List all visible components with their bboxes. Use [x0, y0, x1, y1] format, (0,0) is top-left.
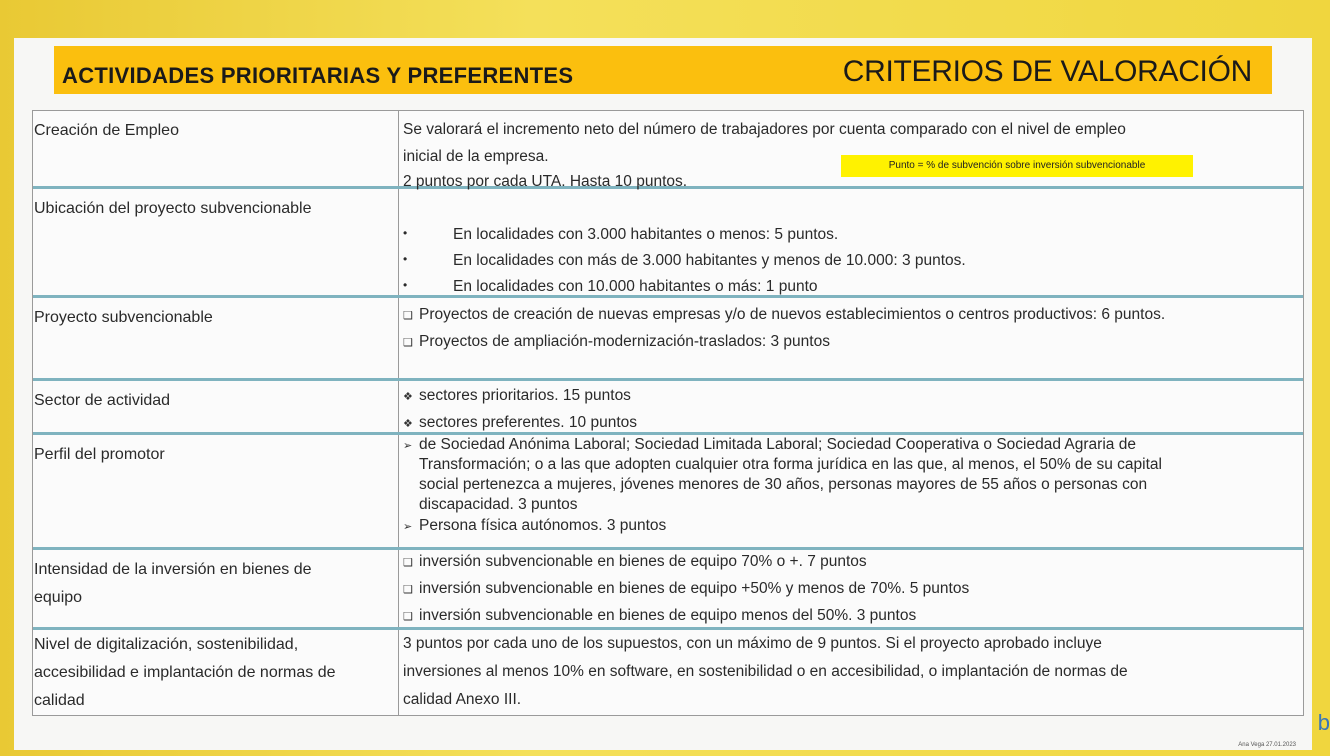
list-item: ❑ inversión subvencionable en bienes de equipo menos del 50%. 3 puntos — [403, 607, 917, 624]
criterion-content — [401, 111, 1303, 190]
bullet-icon: • — [403, 278, 408, 292]
checkbox-icon: ❑ — [403, 310, 413, 322]
checkbox-icon: ❑ — [403, 611, 413, 623]
diamond-bullet-icon: ❖ — [403, 391, 413, 403]
criterion-label: Ubicación del proyecto subvencionable — [33, 189, 399, 295]
table-row — [33, 189, 1303, 298]
content-line: discapacidad. 3 puntos — [419, 496, 578, 513]
criterion-label: Sector de actividad — [33, 381, 399, 432]
list-item: • En localidades con más de 3.000 habitantes y menos de 10.000: 3 puntos. — [403, 252, 966, 269]
checkbox-icon: ❑ — [403, 584, 413, 596]
arrow-bullet-icon: ➢ — [403, 440, 413, 452]
list-item: ❑ inversión subvencionable en bienes de equipo 70% o +. 7 puntos — [403, 553, 867, 570]
table-row — [33, 298, 1303, 381]
page-title: CRITERIOS DE VALORACIÓN — [842, 55, 1252, 88]
list-item: • En localidades con 3.000 habitantes o menos: 5 puntos. — [403, 226, 839, 243]
diamond-bullet-icon: ❖ — [403, 418, 413, 430]
list-item: ❑ inversión subvencionable en bienes de equipo +50% y menos de 70%. 5 puntos — [403, 580, 970, 597]
criterion-content — [401, 381, 1303, 432]
list-item: ➢ de Sociedad Anónima Laboral; Sociedad Limitada Laboral; Sociedad Cooperativa o Sociedad Agraria de — [403, 436, 1136, 453]
criterion-label: Creación de Empleo — [33, 111, 399, 186]
content-line: Se valorará el incremento neto del número de trabajadores por cuenta comparado con el nivel de empleo — [403, 121, 1126, 138]
criterion-content — [401, 630, 1303, 715]
table-row — [33, 630, 1303, 715]
criteria-table — [32, 110, 1304, 716]
content-line: 2 puntos por cada UTA. Hasta 10 puntos. — [403, 173, 688, 190]
slide — [14, 38, 1312, 750]
table-row — [33, 550, 1303, 630]
criterion-content — [401, 189, 1303, 295]
section-title: ACTIVIDADES PRIORITARIAS Y PREFERENTES — [62, 63, 574, 88]
list-item: ❖ sectores prioritarios. 15 puntos — [403, 387, 631, 404]
list-item: ➢ Persona física autónomos. 3 puntos — [403, 517, 667, 534]
criterion-content — [401, 298, 1303, 378]
table-row — [33, 111, 1303, 189]
content-line: social pertenezca a mujeres, jóvenes menores de 30 años, personas mayores de 55 años o personas con — [419, 476, 1148, 493]
checkbox-icon: ❑ — [403, 337, 413, 349]
content-line: Transformación; o a las que adopten cualquier otra forma jurídica en las que, al menos, el 50% de su capital — [419, 456, 1162, 473]
criterion-content — [401, 550, 1303, 627]
bullet-icon: • — [403, 252, 408, 266]
table-row — [33, 381, 1303, 435]
content-line: inicial de la empresa. — [403, 148, 549, 165]
criterion-label: Proyecto subvencionable — [33, 298, 399, 378]
criterion-label: Nivel de digitalización, sostenibilidad, accesibilidad e implantación de normas de calidad — [33, 630, 399, 715]
footer-signature: Ana Vega 27.01.2023 — [1238, 742, 1296, 748]
arrow-bullet-icon: ➢ — [403, 521, 413, 533]
content-line: calidad Anexo III. — [403, 691, 522, 708]
table-row — [33, 435, 1303, 550]
side-logo-letter: b — [1317, 710, 1330, 735]
content-line: inversiones al menos 10% en software, en sostenibilidad o en accesibilidad, o implantación de normas de — [403, 663, 1128, 680]
highlight-note: Punto = % de subvención sobre inversión subvencionable — [841, 155, 1193, 177]
criterion-label: Intensidad de la inversión en bienes de equipo — [33, 550, 399, 627]
criterion-content — [401, 435, 1303, 547]
checkbox-icon: ❑ — [403, 557, 413, 569]
list-item: ❑ Proyectos de ampliación-modernización-traslados: 3 puntos — [403, 333, 830, 350]
list-item: • En localidades con 10.000 habitantes o más: 1 punto — [403, 278, 818, 295]
title-bar — [54, 46, 1272, 94]
criterion-label: Perfil del promotor — [33, 435, 399, 547]
list-item: ❑ Proyectos de creación de nuevas empresas y/o de nuevos establecimientos o centros productivos: 6 puntos. — [403, 306, 1166, 323]
bullet-icon: • — [403, 226, 408, 240]
list-item: ❖ sectores preferentes. 10 puntos — [403, 414, 637, 431]
content-line: 3 puntos por cada uno de los supuestos, con un máximo de 9 puntos. Si el proyecto aprobado incluye — [403, 635, 1102, 652]
